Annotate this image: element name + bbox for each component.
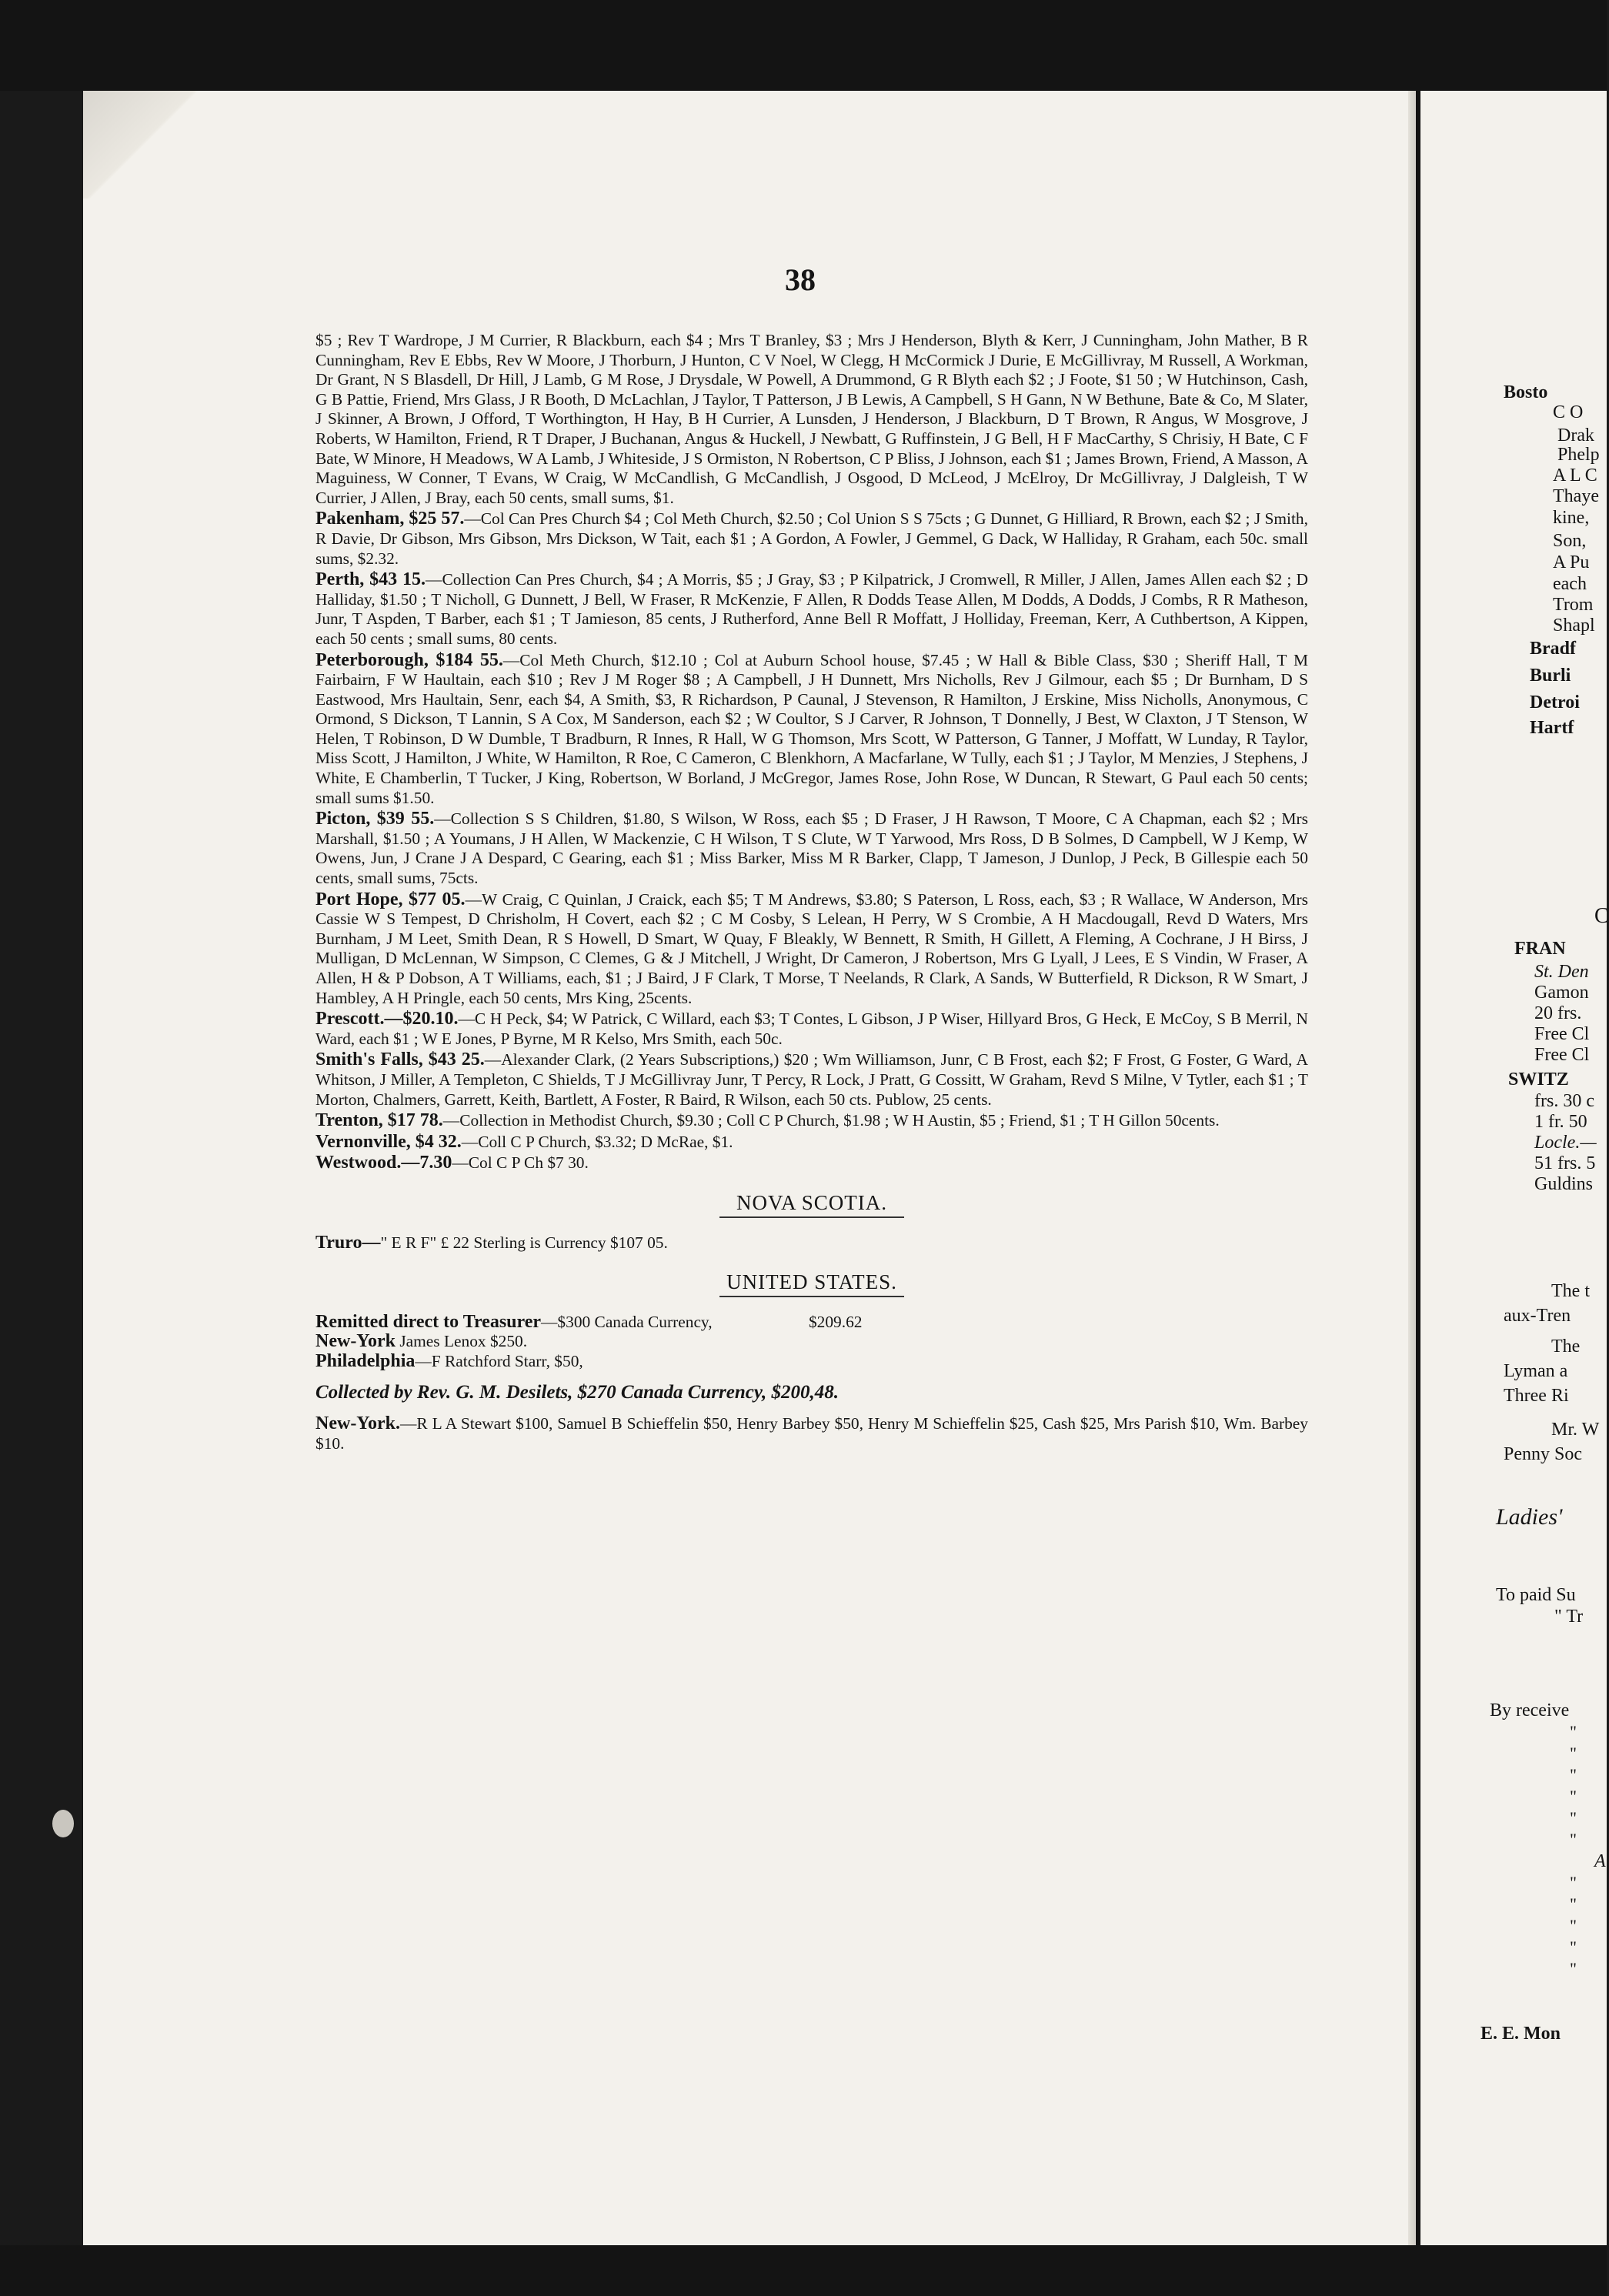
entry-text: —Col C P Ch $7 30. xyxy=(452,1153,589,1173)
right-item: Mr. W xyxy=(1551,1420,1600,1440)
ditto-mark: " xyxy=(1570,1744,1577,1763)
ditto-mark: " xyxy=(1570,1830,1577,1849)
ditto-mark: " xyxy=(1570,1916,1577,1935)
entry-place: Philadelphia xyxy=(315,1350,416,1371)
entry-text: James Lenox $250. xyxy=(399,1332,528,1351)
list-item xyxy=(315,1313,1308,1333)
entry-text: $5 ; Rev T Wardrope, J M Currier, R Blackburn, each $4 ; Mrs T Branley, $3 ; Mrs J Henderson, Blyth & Kerr, J Cunningham, John Mather, B R Cunningham, Rev E Ebbs, Rev W Moore, J Thorburn, J Hunton, C V Noel, W Clegg, H McCormick J Durie, E McGillivray, M Russell, A Workman, Dr Grant, N S Blasdell, Dr Hill, J Lamb, G M Rose, J Drysdale, W Powell, A Drummond, G R Blyth each $2 ; J Foote, $1 50 ; W Hutchinson, Cash, G B Pattie, Friend, Mrs Glass, J R Booth, D McLachlan, J Taylor, T Patterson, J B Lewis, A Campbell, S H Gann, N W Bethune, Bate & Co, M Slater, J Skinner, A Brown, J Offord, T Worthington, H Hay, B H Currier, A Lunsden, J Henderson, J Blackburn, D T Brown, R Angus, W Mosgrove, J Roberts, W Hamilton, Friend, R T Draper, J Buchanan, Angus & Huckell, J Newbatt, G Ruffinstein, J G Bell, H F MacCarthy, S Chrisiy, H Bate, C F Bate, W Minore, H Meadows, W A Lamb, J Whiteside, J S Ormiston, N Robertson, C P Bliss, J Johnson, each $1 ; James Brown, Friend, A Masson, A Maguiness, W Conner, T Evans, W Craig, W McCandlish, G McCandlish, J Osgood, D McLeod, J McElroy, Dr McGillivray, J Dalgleish, T W Currier, J Allen, J Bray, each 50 cents, small sums, $1. xyxy=(315,331,1308,507)
right-item: A Pu xyxy=(1553,552,1590,572)
right-item: Bosto xyxy=(1504,382,1548,402)
right-item: To paid Su xyxy=(1496,1585,1576,1605)
right-item: SWITZ xyxy=(1508,1070,1569,1090)
right-item: Phelp xyxy=(1557,445,1600,465)
right-item: Ladies' xyxy=(1496,1504,1563,1530)
list-item xyxy=(315,570,1308,649)
ditto-mark: " xyxy=(1570,1787,1577,1806)
right-item: C xyxy=(1594,904,1609,928)
right-item: Detroi xyxy=(1530,692,1580,712)
entry-amount: $209.62 xyxy=(808,1312,863,1331)
entry-place: Remitted direct to Treasurer xyxy=(315,1311,542,1332)
entry-text: —Collection in Methodist Church, $9.30 ; Coll C P Church, $1.98 ; W H Austin, $5 ; Friend, $1 ; T H Gillon 50cents. xyxy=(442,1111,1220,1130)
entry-place: New-York. xyxy=(315,1413,400,1434)
list-item xyxy=(315,809,1308,888)
right-item: Trom xyxy=(1553,595,1594,615)
right-item: A L C xyxy=(1553,466,1597,486)
entry-place: Peterborough, $184 55. xyxy=(315,649,503,670)
ditto-mark: " xyxy=(1570,1808,1577,1827)
right-item: Free Cl xyxy=(1534,1045,1590,1065)
right-item: Burli xyxy=(1530,666,1571,686)
ditto-mark: " xyxy=(1570,1959,1577,1978)
ditto-mark: " xyxy=(1570,1894,1577,1914)
right-item: 20 frs. xyxy=(1534,1003,1582,1023)
right-item: St. Den xyxy=(1534,962,1589,982)
entry-place: Smith's Falls, $43 25. xyxy=(315,1050,485,1070)
right-item: The xyxy=(1551,1337,1581,1357)
list-item xyxy=(315,651,1308,809)
entry-text: —W Craig, C Quinlan, J Craick, each $5; T M Andrews, $3.80; S Paterson, L Ross, each, $3 ; R Wallace, W Anderson, Mrs Cassie W S Tempest, D Chrisholm, H Covert, each $2 ; C M Cosby, S Lelean, H Perry, W S Crombie, A H Macdougall, Revd D Waters, Mrs Burnham, J M Leet, Smith Dean, R S Howell, D Smart, W Quay, F Bleakly, W Bennett, R Smith, H Gillett, A Fleming, A Cochrane, J H Birss, J Mulligan, D McLennan, W Simpson, C Clemes, G & J Mitchell, J Wright, Dr Cameron, J Robertson, Mrs G Lyall, J Lees, E S Vindin, W Fraser, A Allen, H & P Dobson, A T Williams, each, $1 ; J Baird, J F Clark, T Morse, T Neelands, R Clark, A Sands, W Butterfield, R Dickson, R W Smart, J Hambley, A H Pringle, each 50 cents, Mrs King, 25cents. xyxy=(315,889,1309,1007)
right-item: Lyman a xyxy=(1504,1361,1568,1381)
entry-text: —R L A Stewart $100, Samuel B Schieffelin $50, Henry Barbey $50, Henry M Schieffelin $25, Cash $25, Mrs Parish $10, Wm. Barbey $10. xyxy=(315,1414,1308,1453)
right-item: Drak xyxy=(1557,425,1594,446)
entry-text: —Collection Can Pres Church, $4 ; A Morris, $5 ; J Gray, $3 ; P Kilpatrick, J Cromwell, R Miller, J Allen, James Allen each $2 ; D Halliday, $1.50 ; T Nicholl, G Dunnett, J Bell, W Fraser, R McKenzie, F Allen, R Dodds Tease Allen, M Dodds, A Dodds, J Combs, R R Matheson, Junr, T Aspden, T Barber, each $1 ; T Jamieson, 85 cents, J Rutherford, Anne Bell R Moffatt, J Holliday, Freeman, Kerr, A Cuthbertson, A Kippen, each 50 cents ; small sums, 80 cents. xyxy=(315,570,1308,648)
entry-place: Truro— xyxy=(315,1232,381,1253)
list-item xyxy=(315,331,1308,508)
right-item: 51 frs. 5 xyxy=(1534,1153,1596,1173)
entry-place: Port Hope, $77 05. xyxy=(315,889,466,909)
right-item: Son, xyxy=(1553,531,1587,551)
paper-stain xyxy=(52,1810,74,1837)
folded-corner xyxy=(83,91,206,199)
scan-border-bottom xyxy=(0,2245,1607,2296)
book-gutter xyxy=(1408,91,1416,2245)
list-item xyxy=(315,1153,1308,1173)
entry-place: New-York xyxy=(315,1331,396,1352)
right-item: kine, xyxy=(1553,508,1590,528)
right-item: Guldins xyxy=(1534,1174,1594,1194)
list-item xyxy=(315,1010,1308,1049)
right-item: A xyxy=(1594,1851,1606,1871)
entry-text: —C H Peck, $4; W Patrick, C Willard, each $3; T Contes, L Gibson, J P Wiser, Hillyard Bros, G Heck, E McCoy, S B Merril, N Ward, each $1 ; W E Jones, P Byrne, M R Kelso, Mrs Smith, each 50c. xyxy=(315,1010,1308,1048)
list-item xyxy=(315,1233,1308,1253)
entry-text: " E R F" £ 22 Sterling is Currency $107 05. xyxy=(380,1233,668,1252)
entry-text: —Coll C P Church, $3.32; D McRae, $1. xyxy=(461,1132,733,1151)
section-heading-nova-scotia xyxy=(315,1190,1308,1218)
ditto-mark: " xyxy=(1570,1873,1577,1892)
ditto-mark: " xyxy=(1570,1765,1577,1784)
right-item: The t xyxy=(1551,1281,1590,1301)
entry-text: —$300 Canada Currency, xyxy=(541,1312,713,1331)
entry-place: Trenton, $17 78. xyxy=(315,1110,443,1131)
scan-border-top xyxy=(0,0,1607,91)
right-item: C O xyxy=(1553,402,1584,422)
entry-place: Westwood.—7.30 xyxy=(315,1153,452,1173)
right-item: Locle.— xyxy=(1534,1133,1597,1153)
right-item: each xyxy=(1553,574,1587,594)
right-item: 1 fr. 50 xyxy=(1534,1112,1587,1132)
right-item: Hartf xyxy=(1530,718,1574,738)
right-item: Three Ri xyxy=(1504,1386,1569,1406)
list-item xyxy=(315,1414,1308,1453)
entry-text: —F Ratchford Starr, $50, xyxy=(415,1351,583,1370)
section-rule xyxy=(719,1296,904,1297)
entry-text: —Collection S S Children, $1.80, S Wilson, W Ross, each $5 ; D Fraser, J H Rawson, T Moore, C A Chapman, each $2 ; Mrs Marshall, $1.50 ; A Youmans, J H Allen, W Mackenzie, C H Wilson, T S Clute, W T Yarwood, Mrs Ross, D B Solmes, D Campbell, W J Kemp, W Owens, Jun, J Crane J A Despard, C Gearing, each $1 ; Miss Barker, Miss M R Barker, Clapp, T Jameson, J Dunlop, J Peck, B Gillespie each 50 cents, small sums, 75cts. xyxy=(315,809,1308,888)
section-heading-united-states xyxy=(315,1270,1308,1297)
right-item: Gamon xyxy=(1534,983,1589,1003)
right-item: E. E. Mon xyxy=(1480,2024,1561,2044)
right-item: Penny Soc xyxy=(1504,1444,1582,1464)
list-item xyxy=(315,1332,1308,1352)
subscription-list xyxy=(315,331,1308,1453)
right-page-margin-rule xyxy=(1416,91,1420,2245)
entry-text: —Alexander Clark, (2 Years Subscriptions,) $20 ; Wm Williamson, Junr, C B Frost, each $2; F Frost, G Foster, G Ward, A Whitson, J Miller, A Templeton, C Shields, T J McGillivray Junr, T Percy, R Lock, J Pratt, G Cossitt, W Graham, Revd S Milne, V Tytler, each $1 ; T Morton, Chalmers, Garrett, Keith, Bartlett, A Foster, R Baird, R Wilson, each 50 cts. Publow, 25 cents. xyxy=(315,1050,1308,1109)
list-item xyxy=(315,509,1308,569)
right-item: frs. 30 c xyxy=(1534,1091,1594,1111)
collected-by-line: Collected by Rev. G. M. Desilets, $270 Canada Currency, $200,48. xyxy=(315,1381,840,1403)
section-rule xyxy=(719,1216,904,1218)
list-item xyxy=(315,890,1308,1009)
right-item: FRAN xyxy=(1514,939,1566,959)
right-item: By receive xyxy=(1490,1700,1570,1720)
list-item xyxy=(315,1352,1308,1372)
entry-place: Perth, $43 15. xyxy=(315,569,426,590)
list-item xyxy=(315,1050,1308,1110)
list-item xyxy=(315,1111,1308,1131)
page-number: 38 xyxy=(785,262,816,297)
ditto-mark: " xyxy=(1570,1722,1577,1741)
entry-text: —Col Can Pres Church $4 ; Col Meth Church, $2.50 ; Col Union S S 75cts ; G Dunnet, G Hilliard, R Brown, each $2 ; J Smith, R Davie, Dr Gibson, Mrs Gibson, Mrs Dickson, W Tait, each $1 ; A Gordon, A Fowler, J Gemmel, G Dack, W Halliday, R Graham, each 50c. small sums, $2.32. xyxy=(315,509,1308,568)
section-heading-text: UNITED STATES. xyxy=(726,1270,897,1294)
entry-text: —Col Meth Church, $12.10 ; Col at Auburn School house, $7.45 ; W Hall & Bible Class, $30 ; Sheriff Hall, T M Fairbairn, F W Haultain, each $10 ; Rev J M Roger $8 ; A Campbell, J H Dunnett, Mrs Nicholls, Rev J Gilmour, each $5 ; Dr Burnham, D S Eastwood, Mrs Haultain, Senr, each $4, A Smith, $3, R Richardson, P Caunal, J Stevenson, R Hamilton, J Erskine, Miss Nicholls, Anonymous, C Ormond, S Dickson, T Lannin, S A Cox, M Sanderson, each $2 ; W Coultor, S J Carver, R Johnson, T Donnelly, J Best, W Claxton, J T Stenson, W Helen, T Robinson, D W Dumble, T Bradburn, R Innes, R Hall, W G Thomson, Mrs Scott, W Patterson, G Tanner, J Moffatt, W Lunday, R Taylor, Miss Scott, J Hamilton, J White, W Hamilton, R Roe, C Cameron, C Blenkhorn, A Macfarlane, W Tully, each $1 ; J Taylor, M Menzies, J Stephens, J White, E Chamberlin, T Tucker, J King, Robertson, W Borland, J McGregor, James Rose, John Rose, W Duncan, R Stewart, G Paul each 50 cents; small sums $1.50. xyxy=(315,650,1308,807)
entry-place: Picton, $39 55. xyxy=(315,809,435,829)
ditto-mark: " xyxy=(1570,1937,1577,1957)
section-heading-text: NOVA SCOTIA. xyxy=(736,1190,888,1214)
entry-place: Pakenham, $25 57. xyxy=(315,509,465,529)
right-item: Thaye xyxy=(1553,486,1599,506)
right-item: Shapl xyxy=(1553,616,1595,636)
right-item: aux-Tren xyxy=(1504,1306,1571,1326)
list-item xyxy=(315,1133,1308,1153)
right-item: Free Cl xyxy=(1534,1024,1590,1044)
right-item: " Tr xyxy=(1554,1607,1584,1627)
right-item: Bradf xyxy=(1530,639,1576,659)
entry-place: Prescott.—$20.10. xyxy=(315,1009,459,1030)
entry-place: Vernonville, $4 32. xyxy=(315,1131,462,1152)
